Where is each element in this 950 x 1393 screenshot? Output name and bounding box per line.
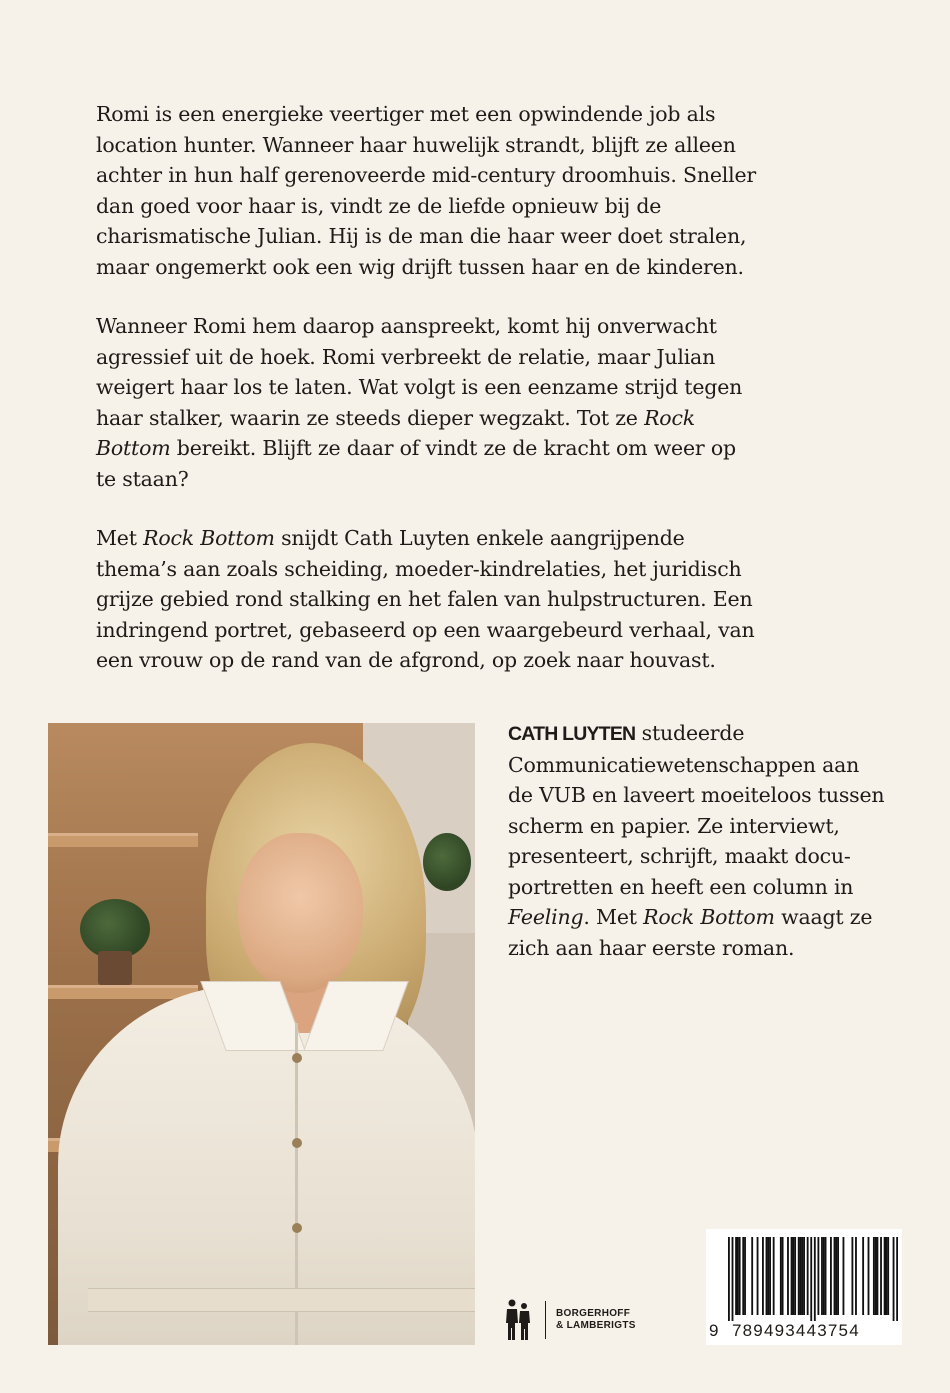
barcode-bar	[780, 1237, 782, 1315]
barcode-bar	[893, 1237, 895, 1321]
barcode-bar	[873, 1237, 875, 1315]
author-face	[238, 833, 363, 993]
bio-text-c: waagt ze zich aan haar eerste roman.	[508, 905, 873, 960]
photo-shelf	[48, 833, 198, 847]
author-bio	[508, 718, 888, 963]
barcode-bar	[735, 1237, 737, 1315]
barcode-bar	[742, 1237, 744, 1315]
jacket-button	[292, 1053, 302, 1063]
blurb-paragraph-2	[96, 311, 756, 494]
barcode-bar	[875, 1237, 877, 1315]
jacket-belt	[88, 1288, 475, 1312]
bio-text-b: . Met	[583, 905, 644, 929]
blurb-paragraph-3	[96, 523, 756, 676]
publisher-name	[556, 1308, 636, 1332]
bio-title-italic: Rock Bottom	[643, 905, 775, 929]
blurb-paragraph-3-text-b: snijdt Cath Luyten enkele aangrijpende thema’s aan zoals scheiding, moeder-kindrelaties, het juridisch grijze gebied rond stalking en het falen van hulpstructuren. Een indringend portret, gebaseerd op een waargebeurd verhaal, van een vrouw op de rand van de afgrond, op zoek naar houvast.	[96, 526, 755, 672]
barcode-bar	[798, 1237, 800, 1315]
jacket-button	[292, 1223, 302, 1233]
barcode-bar	[884, 1237, 886, 1315]
blurb-paragraph-2-text-b: bereikt. Blijft ze daar of vindt ze de kracht om weer op te staan?	[96, 436, 736, 491]
blurb-paragraph-1	[96, 99, 756, 282]
barcode-bar	[792, 1237, 794, 1315]
barcode-bar	[837, 1237, 839, 1315]
two-figures-logo-icon	[503, 1297, 533, 1343]
barcode-bar	[896, 1237, 898, 1321]
jacket-button	[292, 1138, 302, 1148]
barcode-bar	[800, 1237, 802, 1315]
barcode-bar	[885, 1237, 887, 1315]
bio-magazine-italic: Feeling	[508, 905, 584, 929]
author-photo	[48, 723, 475, 1345]
barcode-bar	[817, 1237, 819, 1315]
barcode-bar	[791, 1237, 793, 1315]
barcode-bar	[739, 1237, 741, 1315]
author-name: CATH LUYTEN	[508, 723, 636, 745]
barcode-bar	[807, 1237, 809, 1315]
barcode-bar	[834, 1237, 836, 1315]
barcode-bar	[868, 1237, 870, 1315]
barcode-bar	[814, 1237, 816, 1321]
barcode-bars	[728, 1237, 898, 1321]
barcode-bar	[877, 1237, 879, 1315]
barcode-bar	[843, 1237, 845, 1315]
barcode-bar	[835, 1237, 837, 1315]
barcode-bar	[862, 1237, 864, 1315]
plant-icon	[80, 899, 150, 959]
barcode-bar	[787, 1237, 789, 1315]
barcode-bar	[732, 1237, 734, 1321]
barcode-digits: 789493443754	[732, 1321, 860, 1340]
publisher-divider	[545, 1301, 546, 1339]
barcode-bar	[751, 1237, 753, 1315]
barcode-bar	[728, 1237, 730, 1321]
back-cover-blurb	[96, 99, 756, 676]
blurb-title-italic: Rock Bottom	[96, 405, 695, 460]
barcode-bar	[825, 1237, 827, 1315]
plant-pot	[98, 951, 132, 985]
barcode-bar	[744, 1237, 746, 1315]
barcode-bar	[762, 1237, 764, 1315]
barcode-bar	[801, 1237, 803, 1315]
barcode-bar	[810, 1237, 812, 1321]
barcode-bar	[766, 1237, 768, 1315]
barcode-bar	[803, 1237, 805, 1315]
barcode-bar	[769, 1237, 771, 1315]
barcode-bar	[794, 1237, 796, 1315]
barcode-bar	[757, 1237, 759, 1315]
isbn-barcode	[706, 1229, 902, 1345]
barcode-first-digit: 9	[709, 1321, 719, 1340]
photo-shelf	[48, 985, 198, 999]
barcode-bar	[830, 1237, 832, 1315]
barcode-bar	[767, 1237, 769, 1315]
plant-icon	[423, 833, 471, 891]
publisher-name-line-2: & LAMBERIGTS	[556, 1320, 636, 1331]
barcode-bar	[737, 1237, 739, 1315]
publisher-logo	[503, 1296, 636, 1344]
bio-text-a: studeerde Communicatiewetenschappen aan de VUB en laveert moeiteloos tussen scherm en papier. Ze interviewt, presenteert, schrijft, maakt docu-portretten en heeft een column in	[508, 721, 885, 899]
barcode-bar	[880, 1237, 882, 1315]
barcode-bar	[773, 1237, 775, 1315]
blurb-title-italic: Rock Bottom	[143, 526, 275, 550]
barcode-bar	[821, 1237, 823, 1315]
blurb-paragraph-2-text-a: Wanneer Romi hem daarop aanspreekt, komt hij onverwacht agressief uit de hoek. Romi verbreekt de relatie, maar Julian weigert haar los te laten. Wat volgt is een eenzame strijd tegen haar stalker, waarin ze steeds dieper wegzakt. Tot ze	[96, 314, 743, 430]
publisher-name-line-1: BORGERHOFF	[556, 1308, 631, 1319]
blurb-paragraph-3-text-a: Met	[96, 526, 144, 550]
barcode-bar	[855, 1237, 857, 1315]
barcode-bar	[887, 1237, 889, 1315]
barcode-bar	[782, 1237, 784, 1315]
blurb-paragraph-1-text: Romi is een energieke veertiger met een opwindende job als location hunter. Wanneer haar huwelijk strandt, blijft ze alleen achter in hun half gerenoveerde mid-century droomhuis. Sneller dan goed voor haar is, vindt ze de liefde opnieuw bij de charismatische Julian. Hij is de man die haar weer doet stralen, maar ongemerkt ook een wig drijft tussen haar en de kinderen.	[96, 102, 757, 279]
barcode-bar	[823, 1237, 825, 1315]
barcode-bar	[851, 1237, 853, 1315]
